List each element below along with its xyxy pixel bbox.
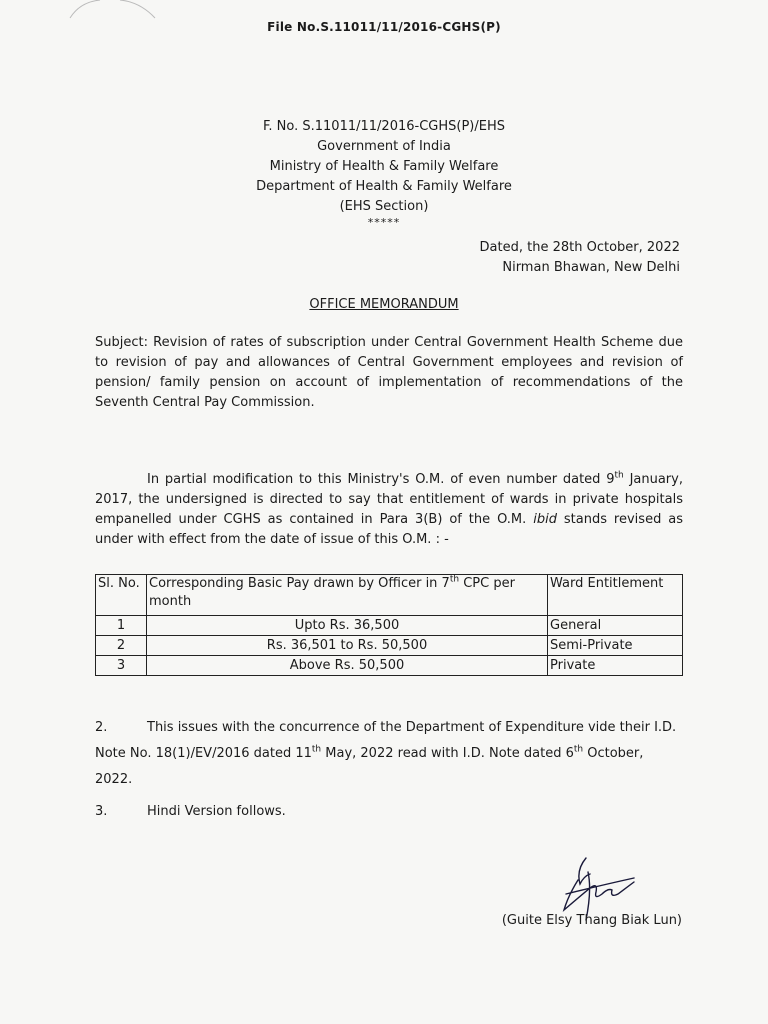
table-row	[96, 656, 683, 676]
row-sl: 3	[96, 656, 147, 676]
paragraph-1-text-c: stands revised as under with effect from the date of issue of this O.M. : -	[95, 512, 684, 547]
paragraph-1-text-b: January, 2017, the undersigned is directed to say that entitlement of wards in private hospitals empanelled under CGHS as contained in Para 3(B) of the O.M.	[95, 472, 683, 527]
ministry-name: Ministry of Health & Family Welfare	[269, 159, 499, 174]
header-basic-pay-text: Corresponding Basic Pay drawn by Officer in 7	[149, 576, 450, 591]
row-ward: General	[548, 616, 683, 636]
section-name: (EHS Section)	[339, 199, 429, 214]
row-ward: Semi-Private	[548, 636, 683, 656]
header-ward-entitlement: Ward Entitlement	[548, 575, 683, 616]
row-ward: Private	[548, 656, 683, 676]
row-sl: 2	[96, 636, 147, 656]
paragraph-number: 3.	[95, 804, 108, 819]
header-basic-pay-text-2: CPC per month	[149, 576, 515, 609]
reference-number: F. No. S.11011/11/2016-CGHS(P)/EHS	[263, 119, 505, 134]
page-fold-mark	[60, 0, 160, 20]
paragraph-3-text: Hindi Version follows.	[147, 804, 286, 819]
row-sl: 1	[96, 616, 147, 636]
memo-title: OFFICE MEMORANDUM	[309, 297, 459, 312]
paragraph-2-text-b: May, 2022 read with I.D. Note dated 6	[321, 746, 574, 761]
paragraph-2	[95, 715, 683, 793]
paragraph-3	[95, 804, 683, 819]
date-block	[480, 238, 680, 278]
row-pay: Above Rs. 50,500	[147, 656, 548, 676]
superscript: th	[573, 744, 584, 755]
row-pay: Rs. 36,501 to Rs. 50,500	[147, 636, 548, 656]
file-number: File No.S.11011/11/2016-CGHS(P)	[267, 20, 501, 34]
paragraph-2-text-a: This issues with the concurrence of the Department of Expenditure vide their I.D. Note No. 18(1)/EV/2016 dated 11	[95, 720, 677, 761]
place-line: Nirman Bhawan, New Delhi	[502, 260, 680, 275]
government-name: Government of India	[317, 139, 451, 154]
table-row	[96, 636, 683, 656]
department-name: Department of Health & Family Welfare	[256, 179, 512, 194]
ward-entitlement-table	[95, 574, 683, 676]
superscript: th	[449, 574, 460, 585]
table-header-row	[96, 575, 683, 616]
paragraph-1	[95, 470, 683, 550]
header-sl-no: Sl. No.	[96, 575, 147, 616]
paragraph-number: 2.	[95, 720, 108, 735]
paragraph-2-text-c: October, 2022.	[95, 746, 644, 787]
date-line: Dated, the 28th October, 2022	[479, 240, 680, 255]
superscript: th	[614, 470, 624, 481]
signatory-name: (Guite Elsy Thang Biak Lun)	[501, 913, 682, 928]
separator-stars: *****	[367, 216, 401, 229]
paragraph-1-text-a: In partial modification to this Ministry's O.M. of even number dated 9	[147, 472, 615, 487]
header-basic-pay	[147, 575, 548, 616]
paragraph-1-italic: ibid	[533, 512, 557, 527]
row-pay: Upto Rs. 36,500	[147, 616, 548, 636]
table-row	[96, 616, 683, 636]
subject-paragraph: Subject: Revision of rates of subscription under Central Government Health Scheme due to revision of pay and allowances of Central Government employees and revision of pension/ family pension on account of implementation of recommendations of the Seventh Central Pay Commission.	[95, 335, 683, 410]
letterhead	[0, 117, 768, 229]
superscript: th	[311, 744, 322, 755]
